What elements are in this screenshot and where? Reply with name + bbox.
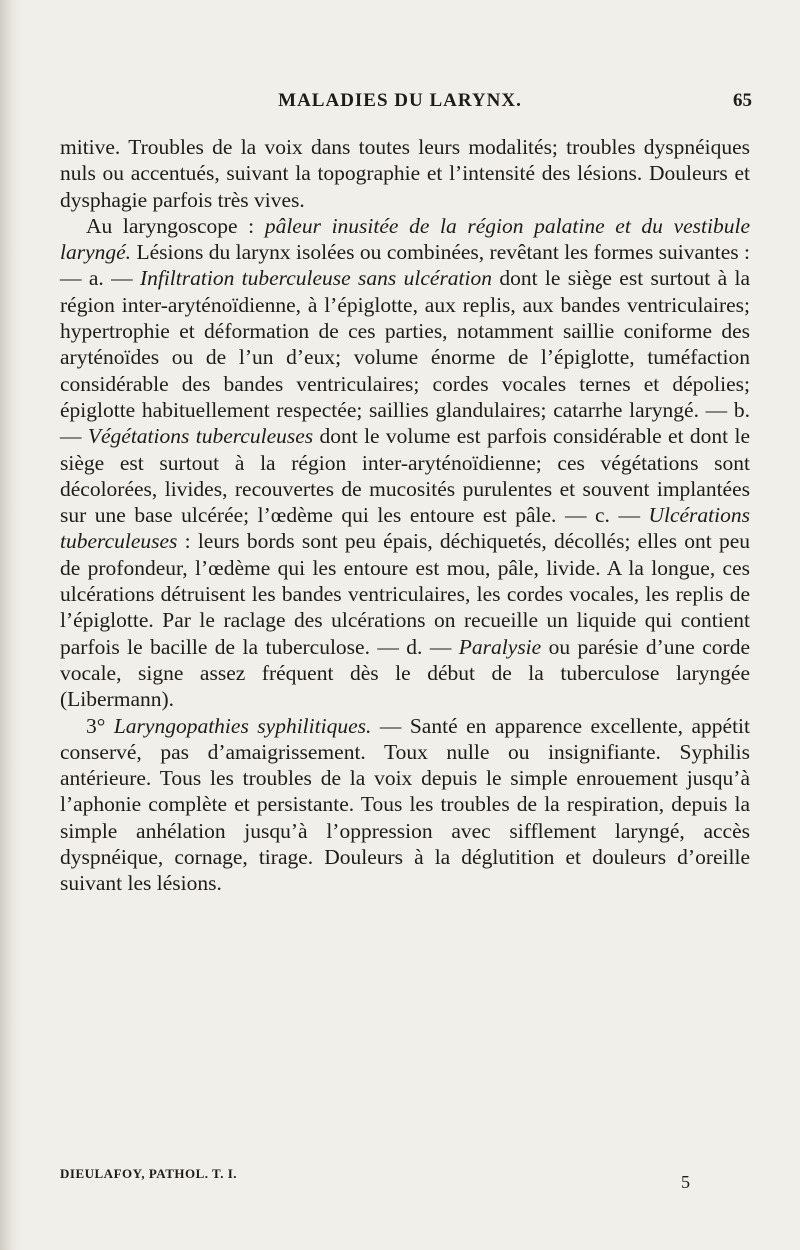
text-segment: Au laryngoscope :	[86, 213, 265, 238]
italic-text: Végétations tuberculeuses	[87, 424, 314, 449]
page-number: 65	[733, 90, 752, 111]
italic-text: Laryngopathies syphilitiques.	[113, 713, 372, 738]
page-header	[0, 90, 800, 120]
paragraph	[60, 213, 750, 713]
paragraph	[60, 713, 750, 897]
text-segment: 3°	[86, 713, 114, 738]
text-segment: — Santé en apparence excellente, appétit conservé, pas d’amaigrissement. Toux nulle ou insignifiante. Syphilis antérieure. Tous les troubles de la voix depuis le simple enrouement jusqu’à l’aphonie complète et persistante. Tous les troubles de la respiration, depuis la simple anhélation jusqu’à l’oppression avec sifflement laryngé, accès dyspnéique, cornage, tirage. Douleurs à la déglutition et douleurs d’oreille suivant les lésions.	[60, 713, 750, 896]
text-segment: Lésions du larynx isolées ou combinées, revêtant les formes suivantes : — a. —	[60, 240, 750, 291]
text-segment: mitive. Troubles de la voix dans toutes leurs modalités; troubles dyspnéiques nuls ou accentués, suivant la topographie et l’intensité des lésions. Douleurs et dysphagie parfois très vives.	[60, 135, 750, 212]
printer-signature: DIEULAFOY, PATHOL. T. I.	[60, 1166, 238, 1181]
paragraph	[60, 134, 750, 213]
binding-shadow	[0, 0, 22, 1250]
italic-text: Paralysie	[458, 634, 542, 659]
italic-text: pâleur inusitée de la région palatine et du vestibule laryngé.	[60, 213, 750, 265]
page-footer	[60, 1166, 750, 1196]
text-segment: ou parésie d’une corde vocale, signe assez fréquent dès le début de la tuberculose laryngée (Libermann).	[60, 634, 750, 712]
italic-text: Infiltration tuberculeuse sans ulcération	[139, 266, 493, 291]
running-title: MALADIES DU LARYNX.	[278, 90, 522, 111]
sheet-mark: 5	[681, 1172, 690, 1192]
text-segment: : leurs bords sont peu épais, déchiquetés, décollés; elles ont peu de profondeur, l’œdème qui les entoure est mou, pâle, livide. A la longue, ces ulcérations détruisent les bandes ventriculaires, les cordes vocales, les replis de l’épiglotte. Par le raclage des ulcérations on recueille un liquide qui contient parfois le bacille de la tuberculose. — d. —	[60, 529, 750, 659]
text-segment: dont le siège est surtout à la région inter-aryténoïdienne, à l’épiglotte, aux replis, aux bandes ventriculaires; hypertrophie et déformation de ces parties, notamment saillie coniforme des aryténoïdes ou de l’un d’eux; volume énorme de l’épiglotte, tuméfaction considérable des bandes ventriculaires; cordes vocales ternes et dépolies; épiglotte habituellement respectée; saillies glandulaires; catarrhe laryngé. — b. —	[60, 266, 750, 449]
text-segment: dont le volume est parfois considérable et dont le siège est surtout à la région inter-aryténoïdienne; ces végétations sont décolorées, livides, recouvertes de mucosités purulentes et souvent implantées sur une base ulcérée; l’œdème qui les entoure est pâle. — c. —	[60, 424, 750, 528]
body-text	[60, 134, 750, 897]
italic-text: Ulcérations tuberculeuses	[60, 503, 750, 554]
